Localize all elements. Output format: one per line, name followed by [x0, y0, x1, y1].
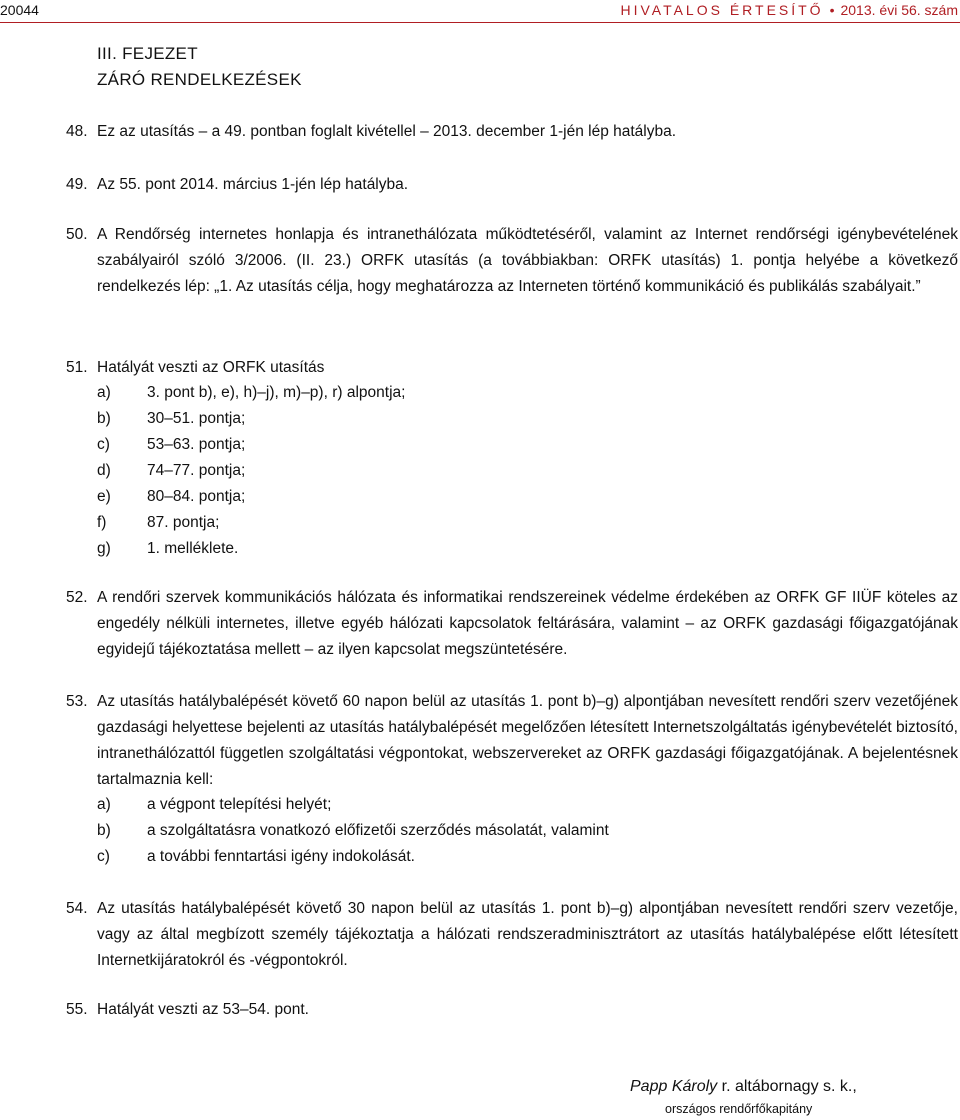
paragraph-text: A rendőri szervek kommunikációs hálózata és informatikai rendszereinek védelme érdekében az ORFK GF IIÜF köteles az engedély nélküli internetes, illetve egyéb hálózati kapcsolatok feltárására, valamint – az ORFK gazdasági főigazgatójának egyidejű tájékoztatása mellett – az ilyen kapcsolat megszüntetésére. [97, 589, 958, 658]
paragraph-number: 51. [66, 359, 88, 376]
list-item-text: 30–51. pontja; [147, 410, 246, 427]
list-item-text: 87. pontja; [147, 514, 220, 531]
list-item-text: a további fenntartási igény indokolását. [147, 848, 415, 865]
chapter-title: ZÁRÓ RENDELKEZÉSEK [97, 70, 302, 89]
list-item-label: a) [97, 384, 111, 401]
paragraph-text: Ez az utasítás – a 49. pontban foglalt kivétellel – 2013. december 1-jén lép hatályba. [97, 123, 677, 140]
paragraph-text: Hatályát veszti az ORFK utasítás [97, 359, 325, 376]
signatory-rank: r. altábornagy s. k., [717, 1078, 857, 1095]
signatory-title: országos rendőrfőkapitány [665, 1102, 813, 1116]
paragraph-number: 55. [66, 1001, 88, 1018]
paragraph-text: Hatályát veszti az 53–54. pont. [97, 1001, 309, 1018]
list-item-text: 74–77. pontja; [147, 462, 246, 479]
paragraph-text: Az 55. pont 2014. március 1-jén lép hatályba. [97, 176, 409, 193]
list-item-text: 1. melléklete. [147, 540, 239, 557]
paragraph-number: 54. [66, 900, 88, 917]
paragraph-49 [66, 176, 408, 194]
page-number: 20044 [0, 2, 39, 18]
paragraph-number: 48. [66, 123, 88, 140]
page-header [0, 0, 960, 23]
list-item-text: 53–63. pontja; [147, 436, 246, 453]
paragraph-number: 49. [66, 176, 88, 193]
list-item-text: a szolgáltatásra vonatkozó előfizetői szerződés másolatát, valamint [147, 822, 609, 839]
signature [630, 1078, 857, 1096]
list-item-label: g) [97, 540, 111, 557]
list-item-text: a végpont telepítési helyét; [147, 796, 332, 813]
list-item-label: b) [97, 410, 111, 427]
paragraph-51 [66, 359, 324, 377]
list-item-text: 3. pont b), e), h)–j), m)–p), r) alpontja; [147, 384, 406, 401]
paragraph-text: Az utasítás hatálybalépését követő 60 napon belül az utasítás 1. pont b)–g) alpontjában nevesített rendőri szerv vezetőjének gazdasági helyettese bejelenti az utasítás hatálybalépését megelőzően létesített Internetszolgáltatás igénybevételét biztosító, intranethálózattól független szolgáltatási végpontokat, webszervereket az ORFK gazdasági főigazgatójának. A bejelentésnek tartalmaznia kell: [97, 693, 958, 788]
paragraph-52 [66, 585, 958, 663]
paragraph-number: 52. [66, 589, 88, 606]
paragraph-number: 50. [66, 226, 88, 243]
separator-dot: • [829, 2, 835, 18]
journal-title-line [620, 2, 958, 18]
list-item-label: b) [97, 822, 111, 839]
signatory-name: Papp Károly [630, 1078, 718, 1095]
journal-title: HIVATALOS ÉRTESÍTŐ [620, 2, 824, 18]
paragraph-number: 53. [66, 693, 88, 710]
chapter-number: III. FEJEZET [97, 44, 198, 63]
list-item-label: c) [97, 436, 110, 453]
paragraph-54 [66, 896, 958, 974]
list-item-label: d) [97, 462, 111, 479]
paragraph-text: Az utasítás hatálybalépését követő 30 napon belül az utasítás 1. pont b)–g) alpontjában nevesített rendőri szerv vezetője, vagy az által megbízott személy tájékoztatja a hálózati rendszeradminisztrátort az utasítás hatálybalépése előtt létesített Internetkijáratokról és -végpontokról. [97, 900, 958, 969]
list-item-label: f) [97, 514, 107, 531]
list-item-label: a) [97, 796, 111, 813]
paragraph-53 [66, 689, 958, 793]
paragraph-text: A Rendőrség internetes honlapja és intranethálózata működtetéséről, valamint az Internet rendőrségi igénybevételének szabályairól szóló 3/2006. (II. 23.) ORFK utasítás (a továbbiakban: ORFK utasítás) 1. pontja helyébe a következő rendelkezés lép: „1. Az utasítás célja, hogy meghatározza az Interneten történő kommunikáció és publikálás szabályait.” [97, 226, 958, 295]
list-item-label: c) [97, 848, 110, 865]
paragraph-48 [66, 123, 676, 141]
paragraph-55 [66, 1001, 309, 1019]
list-item-text: 80–84. pontja; [147, 488, 246, 505]
paragraph-50 [66, 222, 958, 300]
list-item-label: e) [97, 488, 111, 505]
issue-number: 2013. évi 56. szám [840, 2, 958, 18]
